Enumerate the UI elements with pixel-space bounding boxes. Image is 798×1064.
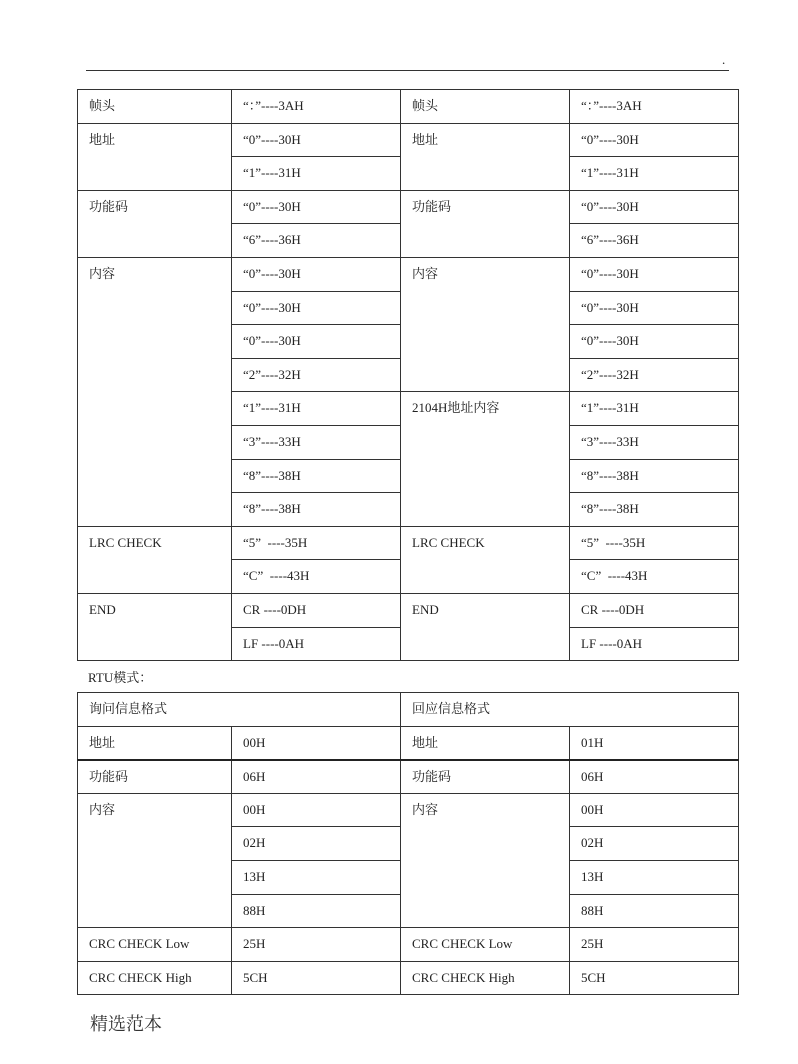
rtu-content-label-right: 内容 [401, 793, 570, 927]
rtu-content-value-left: 02H [232, 827, 401, 861]
rtu-content-value-right: 13H [570, 860, 739, 894]
function-value-right: “0”----30H [570, 190, 739, 224]
crc-high-label-right: CRC CHECK High [401, 961, 570, 995]
crc-high-value-right: 5CH [570, 961, 739, 995]
content-value-left: “1”----31H [232, 392, 401, 426]
content-value-left: “2”----32H [232, 358, 401, 392]
content-value-left: “3”----33H [232, 425, 401, 459]
rtu-function-label-right: 功能码 [401, 760, 570, 794]
crc-low-label-left: CRC CHECK Low [78, 928, 232, 962]
lrc-value-left: “C” ----43H [232, 560, 401, 594]
content-value-right: “0”----30H [570, 257, 739, 291]
rtu-content-value-right: 00H [570, 793, 739, 827]
table-row [78, 123, 739, 157]
lrc-value-left: “5” ----35H [232, 526, 401, 560]
end-value-right: CR ----0DH [570, 593, 739, 627]
rtu-content-value-left: 88H [232, 894, 401, 928]
rtu-content-value-left: 00H [232, 793, 401, 827]
content-value-right: “2”----32H [570, 358, 739, 392]
response-format-header: 回应信息格式 [401, 693, 739, 727]
rtu-address-value-right: 01H [570, 726, 739, 760]
address-value-left: “1”----31H [232, 157, 401, 191]
content-label-right-2104h: 2104H地址内容 [401, 392, 570, 526]
address-value-right: “0”----30H [570, 123, 739, 157]
table-row [78, 593, 739, 627]
rtu-address-label-left: 地址 [78, 726, 232, 760]
rtu-address-value-left: 00H [232, 726, 401, 760]
lrc-value-right: “5” ----35H [570, 526, 739, 560]
content-value-left: “0”----30H [232, 257, 401, 291]
content-value-right: “8”----38H [570, 493, 739, 527]
address-value-right: “1”----31H [570, 157, 739, 191]
query-format-header: 询问信息格式 [78, 693, 401, 727]
end-label-left: END [78, 593, 232, 660]
header-rule [86, 70, 729, 71]
lrc-label-left: LRC CHECK [78, 526, 232, 593]
rtu-frame-table [77, 692, 739, 995]
rtu-function-value-right: 06H [570, 760, 739, 794]
content-value-right: “0”----30H [570, 325, 739, 359]
table-row [78, 726, 739, 760]
crc-low-value-left: 25H [232, 928, 401, 962]
header-mark: . [722, 52, 726, 67]
table-row [78, 760, 739, 794]
crc-high-label-left: CRC CHECK High [78, 961, 232, 995]
content-label-right: 内容 [401, 257, 570, 391]
address-label-right: 地址 [401, 123, 570, 190]
rtu-content-value-right: 02H [570, 827, 739, 861]
function-value-left: “0”----30H [232, 190, 401, 224]
rtu-address-label-right: 地址 [401, 726, 570, 760]
end-value-left: LF ----0AH [232, 627, 401, 661]
table-row [78, 961, 739, 995]
function-label-left: 功能码 [78, 190, 232, 257]
lrc-label-right: LRC CHECK [401, 526, 570, 593]
table-row [78, 793, 739, 827]
rtu-content-label-left: 内容 [78, 793, 232, 927]
function-label-right: 功能码 [401, 190, 570, 257]
end-label-right: END [401, 593, 570, 660]
lrc-value-right: “C” ----43H [570, 560, 739, 594]
frame-head-value-right: “：”----3AH [570, 90, 739, 124]
rtu-content-value-right: 88H [570, 894, 739, 928]
page-footer: 精选范本 [90, 1014, 162, 1034]
content-value-left: “8”----38H [232, 493, 401, 527]
crc-low-label-right: CRC CHECK Low [401, 928, 570, 962]
rtu-mode-label: RTU模式： [88, 670, 153, 685]
frame-head-label-right: 帧头 [401, 90, 570, 124]
content-value-left: “0”----30H [232, 291, 401, 325]
rtu-content-value-left: 13H [232, 860, 401, 894]
function-value-left: “6”----36H [232, 224, 401, 258]
address-value-left: “0”----30H [232, 123, 401, 157]
table-row [78, 190, 739, 224]
table-row [78, 526, 739, 560]
content-value-right: “0”----30H [570, 291, 739, 325]
rtu-function-value-left: 06H [232, 760, 401, 794]
function-value-right: “6”----36H [570, 224, 739, 258]
content-value-left: “8”----38H [232, 459, 401, 493]
crc-high-value-left: 5CH [232, 961, 401, 995]
end-value-left: CR ----0DH [232, 593, 401, 627]
frame-head-value-left: “：”----3AH [232, 90, 401, 124]
end-value-right: LF ----0AH [570, 627, 739, 661]
content-value-right: “3”----33H [570, 425, 739, 459]
content-value-right: “1”----31H [570, 392, 739, 426]
table-row [78, 257, 739, 291]
frame-head-label-left: 帧头 [78, 90, 232, 124]
ascii-frame-table [77, 89, 739, 661]
table-row [78, 90, 739, 124]
address-label-left: 地址 [78, 123, 232, 190]
content-value-left: “0”----30H [232, 325, 401, 359]
crc-low-value-right: 25H [570, 928, 739, 962]
table-row [78, 928, 739, 962]
content-label-left: 内容 [78, 257, 232, 526]
rtu-function-label-left: 功能码 [78, 760, 232, 794]
table-row [78, 693, 739, 727]
content-value-right: “8”----38H [570, 459, 739, 493]
